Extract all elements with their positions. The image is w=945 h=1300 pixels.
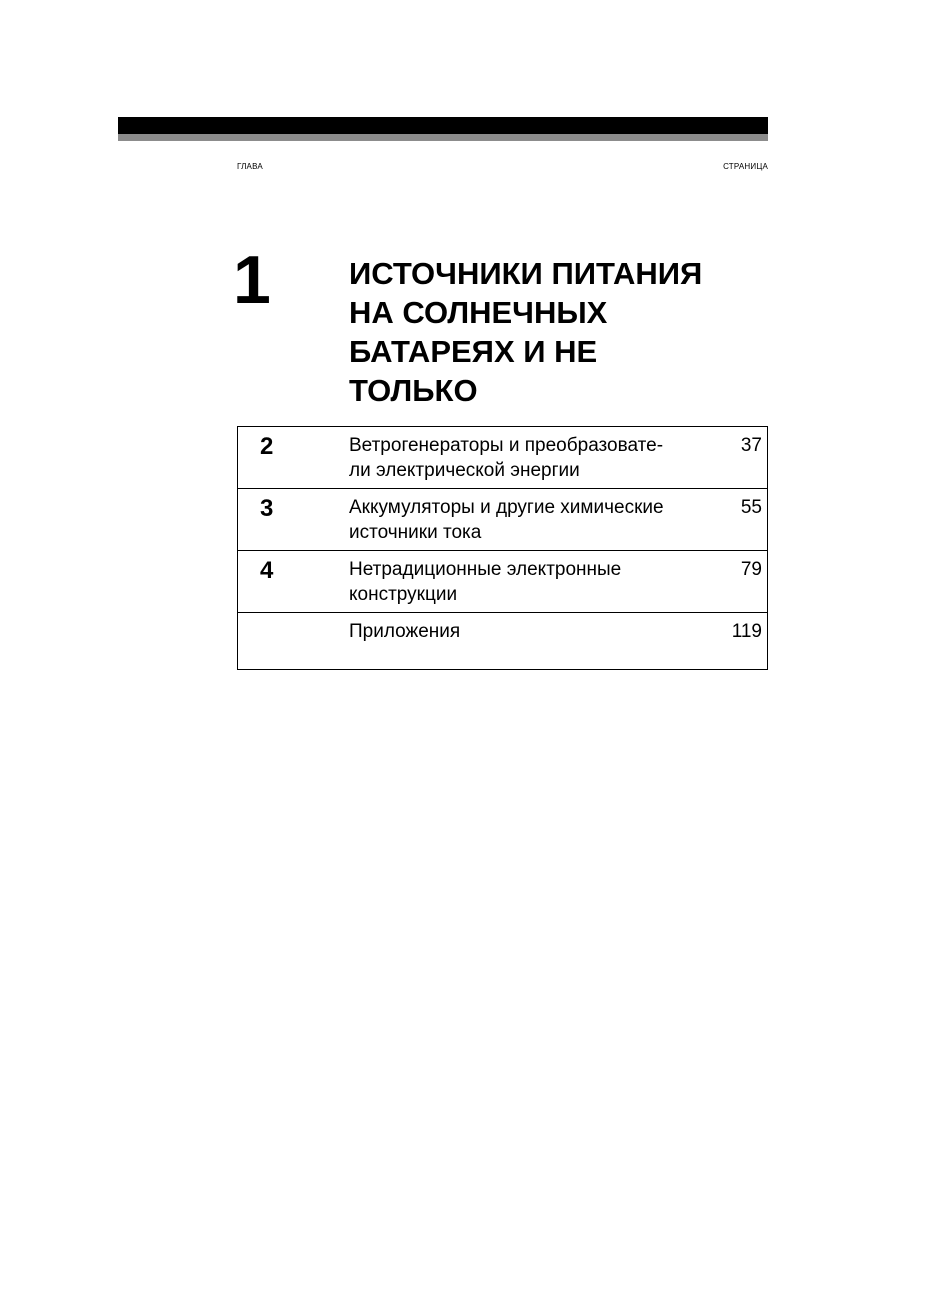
chapter-title: ИСТОЧНИКИ ПИТАНИЯ НА СОЛНЕЧНЫХ БАТАРЕЯХ И НЕ ТОЛЬКО xyxy=(349,256,703,408)
toc-chapter-number: 4 xyxy=(260,557,274,584)
toc-table xyxy=(237,426,768,670)
toc-chapter-title: Аккумуляторы и другие химические источники тока xyxy=(349,497,664,543)
toc-chapter-number: 3 xyxy=(260,495,274,522)
toc-row[interactable] xyxy=(238,612,767,669)
toc-chapter-number: 2 xyxy=(260,433,274,460)
toc-page-number: 55 xyxy=(740,497,762,518)
header-rule-dark xyxy=(118,117,768,134)
toc-page-number: 37 xyxy=(740,435,762,456)
chapter-number: 1 xyxy=(233,242,271,318)
chapter-column-label: ГЛАВА xyxy=(237,162,263,171)
header-rule-light xyxy=(118,134,768,141)
toc-row[interactable] xyxy=(238,550,767,612)
toc-chapter-title: Приложения xyxy=(349,621,461,642)
toc-page-number: 79 xyxy=(740,559,762,580)
toc-chapter-title: Ветрогенераторы и преобразовате- ли электрической энергии xyxy=(349,435,664,481)
toc-chapter-title: Нетрадиционные электронные конструкции xyxy=(349,559,622,605)
toc-page-number: 119 xyxy=(731,621,762,642)
page-column-label: СТРАНИЦА xyxy=(723,162,768,171)
toc-row[interactable] xyxy=(238,488,767,550)
toc-row[interactable] xyxy=(238,427,767,488)
